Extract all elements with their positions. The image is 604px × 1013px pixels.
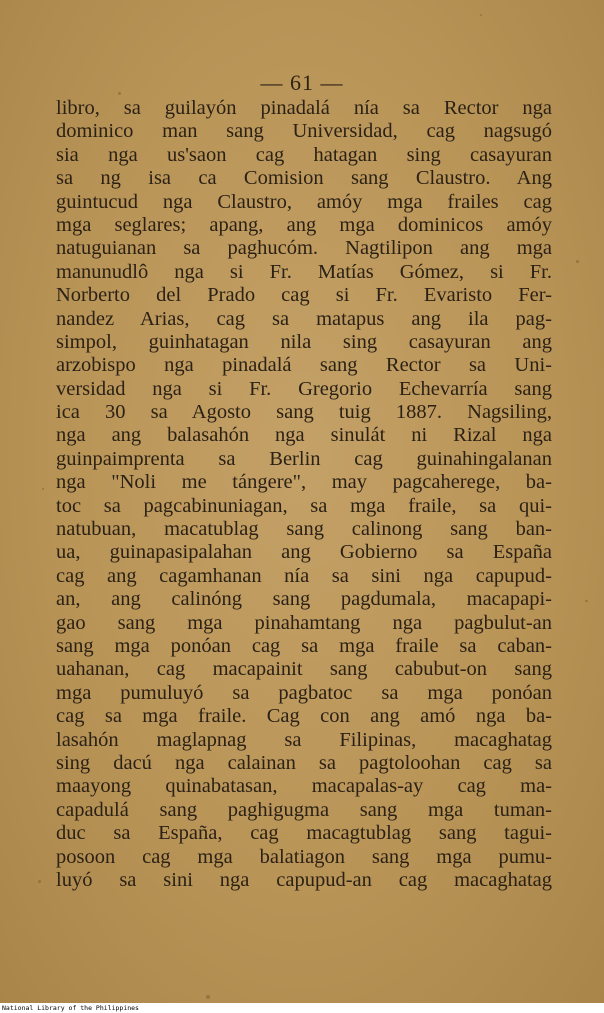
text-line: an, ang calinóng sang pagdumala, macapapi- bbox=[56, 588, 552, 611]
text-line: natuguianan sa paghucóm. Nagtilipon ang mga bbox=[56, 237, 552, 260]
text-line: posoon cag mga balatiagon sang mga pumu- bbox=[56, 845, 552, 868]
text-line: arzobispo nga pinadalá sang Rector sa Uni- bbox=[56, 354, 552, 377]
text-line: nga "Noli me tángere", may pagcaherege, ba- bbox=[56, 471, 552, 494]
paper-speck bbox=[576, 260, 579, 263]
text-line: maayong quinabatasan, macapalas-ay cag ma- bbox=[56, 775, 552, 798]
text-line: versidad nga si Fr. Gregorio Echevarría sang bbox=[56, 377, 552, 400]
text-line: sia nga us'saon cag hatagan sing casayuran bbox=[56, 143, 552, 166]
paper-speck bbox=[38, 880, 41, 883]
text-line: nandez Arias, cag sa matapus ang ila pag- bbox=[56, 307, 552, 330]
text-line: guinpaimprenta sa Berlin cag guinahingalanan bbox=[56, 447, 552, 470]
paper-speck bbox=[206, 995, 210, 999]
text-line: manunudlô nga si Fr. Matías Gómez, si Fr. bbox=[56, 260, 552, 283]
paper-speck bbox=[480, 14, 482, 16]
paper-speck bbox=[585, 600, 588, 602]
text-line: mga pumuluyó sa pagbatoc sa mga ponóan bbox=[56, 681, 552, 704]
text-line: sing dacú nga calainan sa pagtoloohan cag sa bbox=[56, 751, 552, 774]
text-line: Norberto del Prado cag si Fr. Evaristo Fer- bbox=[56, 284, 552, 307]
text-line: dominico man sang Universidad, cag nagsugó bbox=[56, 120, 552, 143]
text-line: nga ang balasahón nga sinulát ni Rizal nga bbox=[56, 424, 552, 447]
text-line: gao sang mga pinahamtang nga pagbulut-an bbox=[56, 611, 552, 634]
text-line: duc sa España, cag macagtublag sang tagui- bbox=[56, 822, 552, 845]
text-line: mga seglares; apang, ang mga dominicos amóy bbox=[56, 213, 552, 236]
text-line: guintucud nga Claustro, amóy mga frailes cag bbox=[56, 190, 552, 213]
text-line: ua, guinapasipalahan ang Gobierno sa España bbox=[56, 541, 552, 564]
text-line: sa ng isa ca Comision sang Claustro. Ang bbox=[56, 167, 552, 190]
text-line: ica 30 sa Agosto sang tuig 1887. Nagsiling, bbox=[56, 401, 552, 424]
text-line: cag ang cagamhanan nía sa sini nga capupud- bbox=[56, 564, 552, 587]
library-credit: National Library of the Philippines bbox=[2, 1004, 139, 1012]
page-number: — 61 — bbox=[260, 70, 344, 95]
text-line: sang mga ponóan cag sa mga fraile sa caban- bbox=[56, 634, 552, 657]
text-line: luyó sa sini nga capupud-an cag macaghatag bbox=[56, 868, 552, 891]
text-line: simpol, guinhatagan nila sing casayuran ang bbox=[56, 330, 552, 353]
text-line: cag sa mga fraile. Cag con ang amó nga ba- bbox=[56, 705, 552, 728]
paper-speck bbox=[42, 488, 44, 490]
text-line: uahanan, cag macapainit sang cabubut-on sang bbox=[56, 658, 552, 681]
text-line: libro, sa guilayón pinadalá nía sa Rector nga bbox=[56, 97, 552, 119]
text-line: capadulá sang paghigugma sang mga tuman- bbox=[56, 798, 552, 821]
body-text bbox=[56, 97, 552, 892]
text-line: toc sa pagcabinuniagan, sa mga fraile, sa qui- bbox=[56, 494, 552, 517]
text-line: natubuan, macatublag sang calinong sang ban- bbox=[56, 518, 552, 541]
text-line: lasahón maglapnag sa Filipinas, macaghatag bbox=[56, 728, 552, 751]
